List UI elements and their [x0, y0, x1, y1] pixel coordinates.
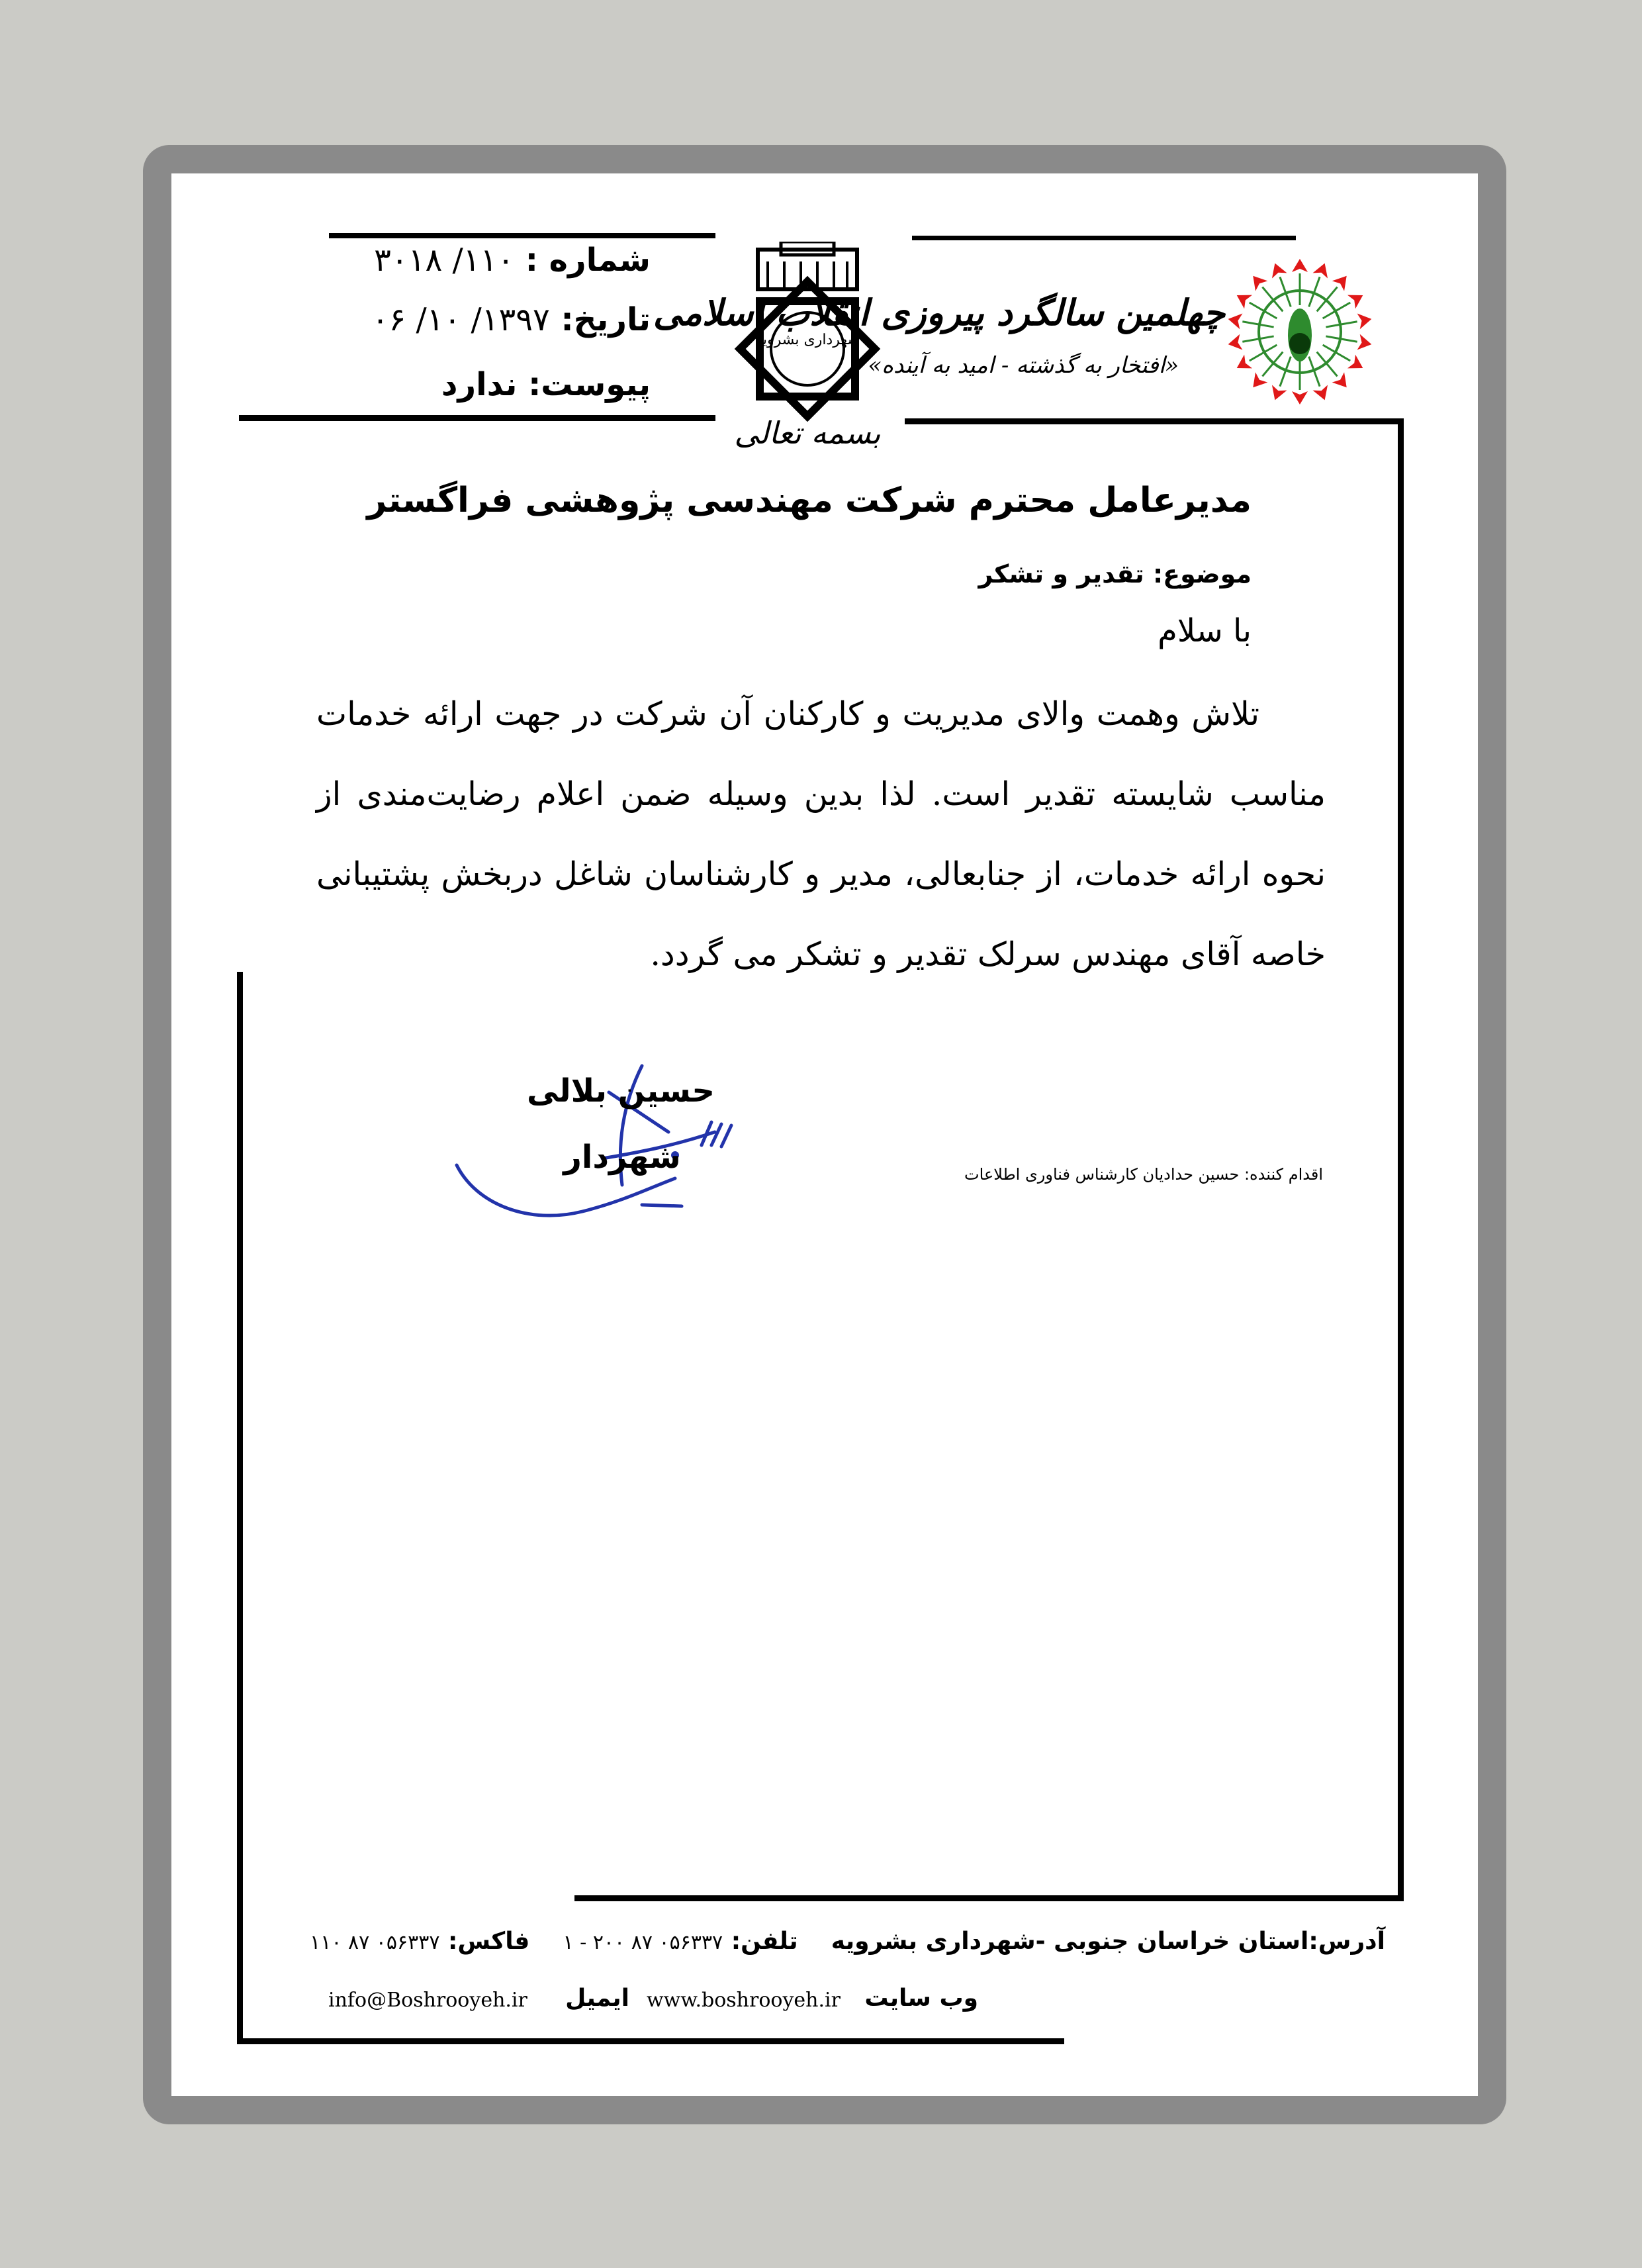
header-rule-left-bottom: [239, 415, 715, 421]
signer-name: حسین بلالی: [527, 1072, 715, 1110]
subject: موضوع: تقدیر و تشکر: [978, 559, 1252, 589]
email-link[interactable]: info@Boshrooyeh.ir: [328, 1989, 527, 2012]
emblem-caption: بسمه تعالی: [734, 415, 881, 451]
frame-line-right: [1398, 418, 1404, 1901]
date-value: ۱۳۹۷/ ۱۰/ ۰۶: [371, 301, 550, 338]
letter-body: تلاش وهمت والای مدیریت و کارکنان آن شرکت در جهت ارائه خدمات مناسب شایسته تقدیر است. لذا بدین وسیله ضمن اعلام رضایت‌مندی از نحوه ارائه خدمات، از جنابعالی، مدیر و کارشناسان شاغل دربخش پشتیبانی خاصه آقای مهندس سرلک تقدیر و تشکر می گردد.: [316, 695, 1326, 973]
header-rule-right-bottom: [905, 418, 1403, 424]
header-rule-left-top: [329, 233, 715, 238]
fax-value: ۰۵۶۳۳۷ ۸۷ ۱۱۰: [310, 1931, 440, 1954]
attachment-label: پیوست:: [528, 366, 651, 403]
footer-address: آدرس:استان خراسان جنوبی -شهرداری بشرویه: [831, 1928, 1385, 1955]
letter-attachment: [441, 366, 651, 403]
emblem-text: شهرداری بشرویه: [755, 332, 860, 348]
phone-label: تلفن:: [731, 1928, 798, 1955]
email-label: ایمیل: [565, 1985, 629, 2012]
anniversary-slogan: چهلمین سالگرد پیروزی انقلاب اسلامی: [653, 291, 1225, 334]
frame-line-bottom-left: [237, 2038, 1064, 2044]
website-link[interactable]: www.boshrooyeh.ir: [647, 1989, 841, 2012]
letter-number: [374, 242, 651, 279]
website-label: وب سایت: [864, 1985, 978, 2012]
date-label: تاریخ:: [561, 301, 651, 338]
attachment-value: ندارد: [441, 366, 518, 403]
municipality-emblem: [728, 242, 887, 460]
signer-title: شهردار: [563, 1139, 681, 1176]
header-rule-right-top: [912, 236, 1296, 240]
recipient: مدیرعامل محترم شرکت مهندسی پژوهشی فراگستر: [367, 481, 1252, 520]
anniversary-motto: «افتخار به گذشته - امید به آینده»: [868, 352, 1179, 379]
fax-label: فاکس:: [448, 1928, 530, 1955]
frame-line-bottom-right: [574, 1895, 1404, 1901]
revolution-anniversary-logo: [1223, 255, 1377, 408]
greeting: با سلام: [1158, 612, 1252, 649]
frame-line-left: [237, 972, 243, 2044]
action-by: اقدام کننده: حسین حدادیان کارشناس فناوری اطلاعات: [964, 1165, 1323, 1184]
letter-date: [372, 301, 651, 338]
number-label: شماره :: [525, 242, 651, 279]
phone-value: ۰۵۶۳۳۷ ۸۷ ۲۰۰ - ۱: [563, 1931, 723, 1954]
letter-paper: [171, 173, 1478, 2096]
number-value: ۱۱۰/ ۳۰۱۸: [374, 242, 514, 279]
footer-contact: [310, 1928, 1385, 1955]
